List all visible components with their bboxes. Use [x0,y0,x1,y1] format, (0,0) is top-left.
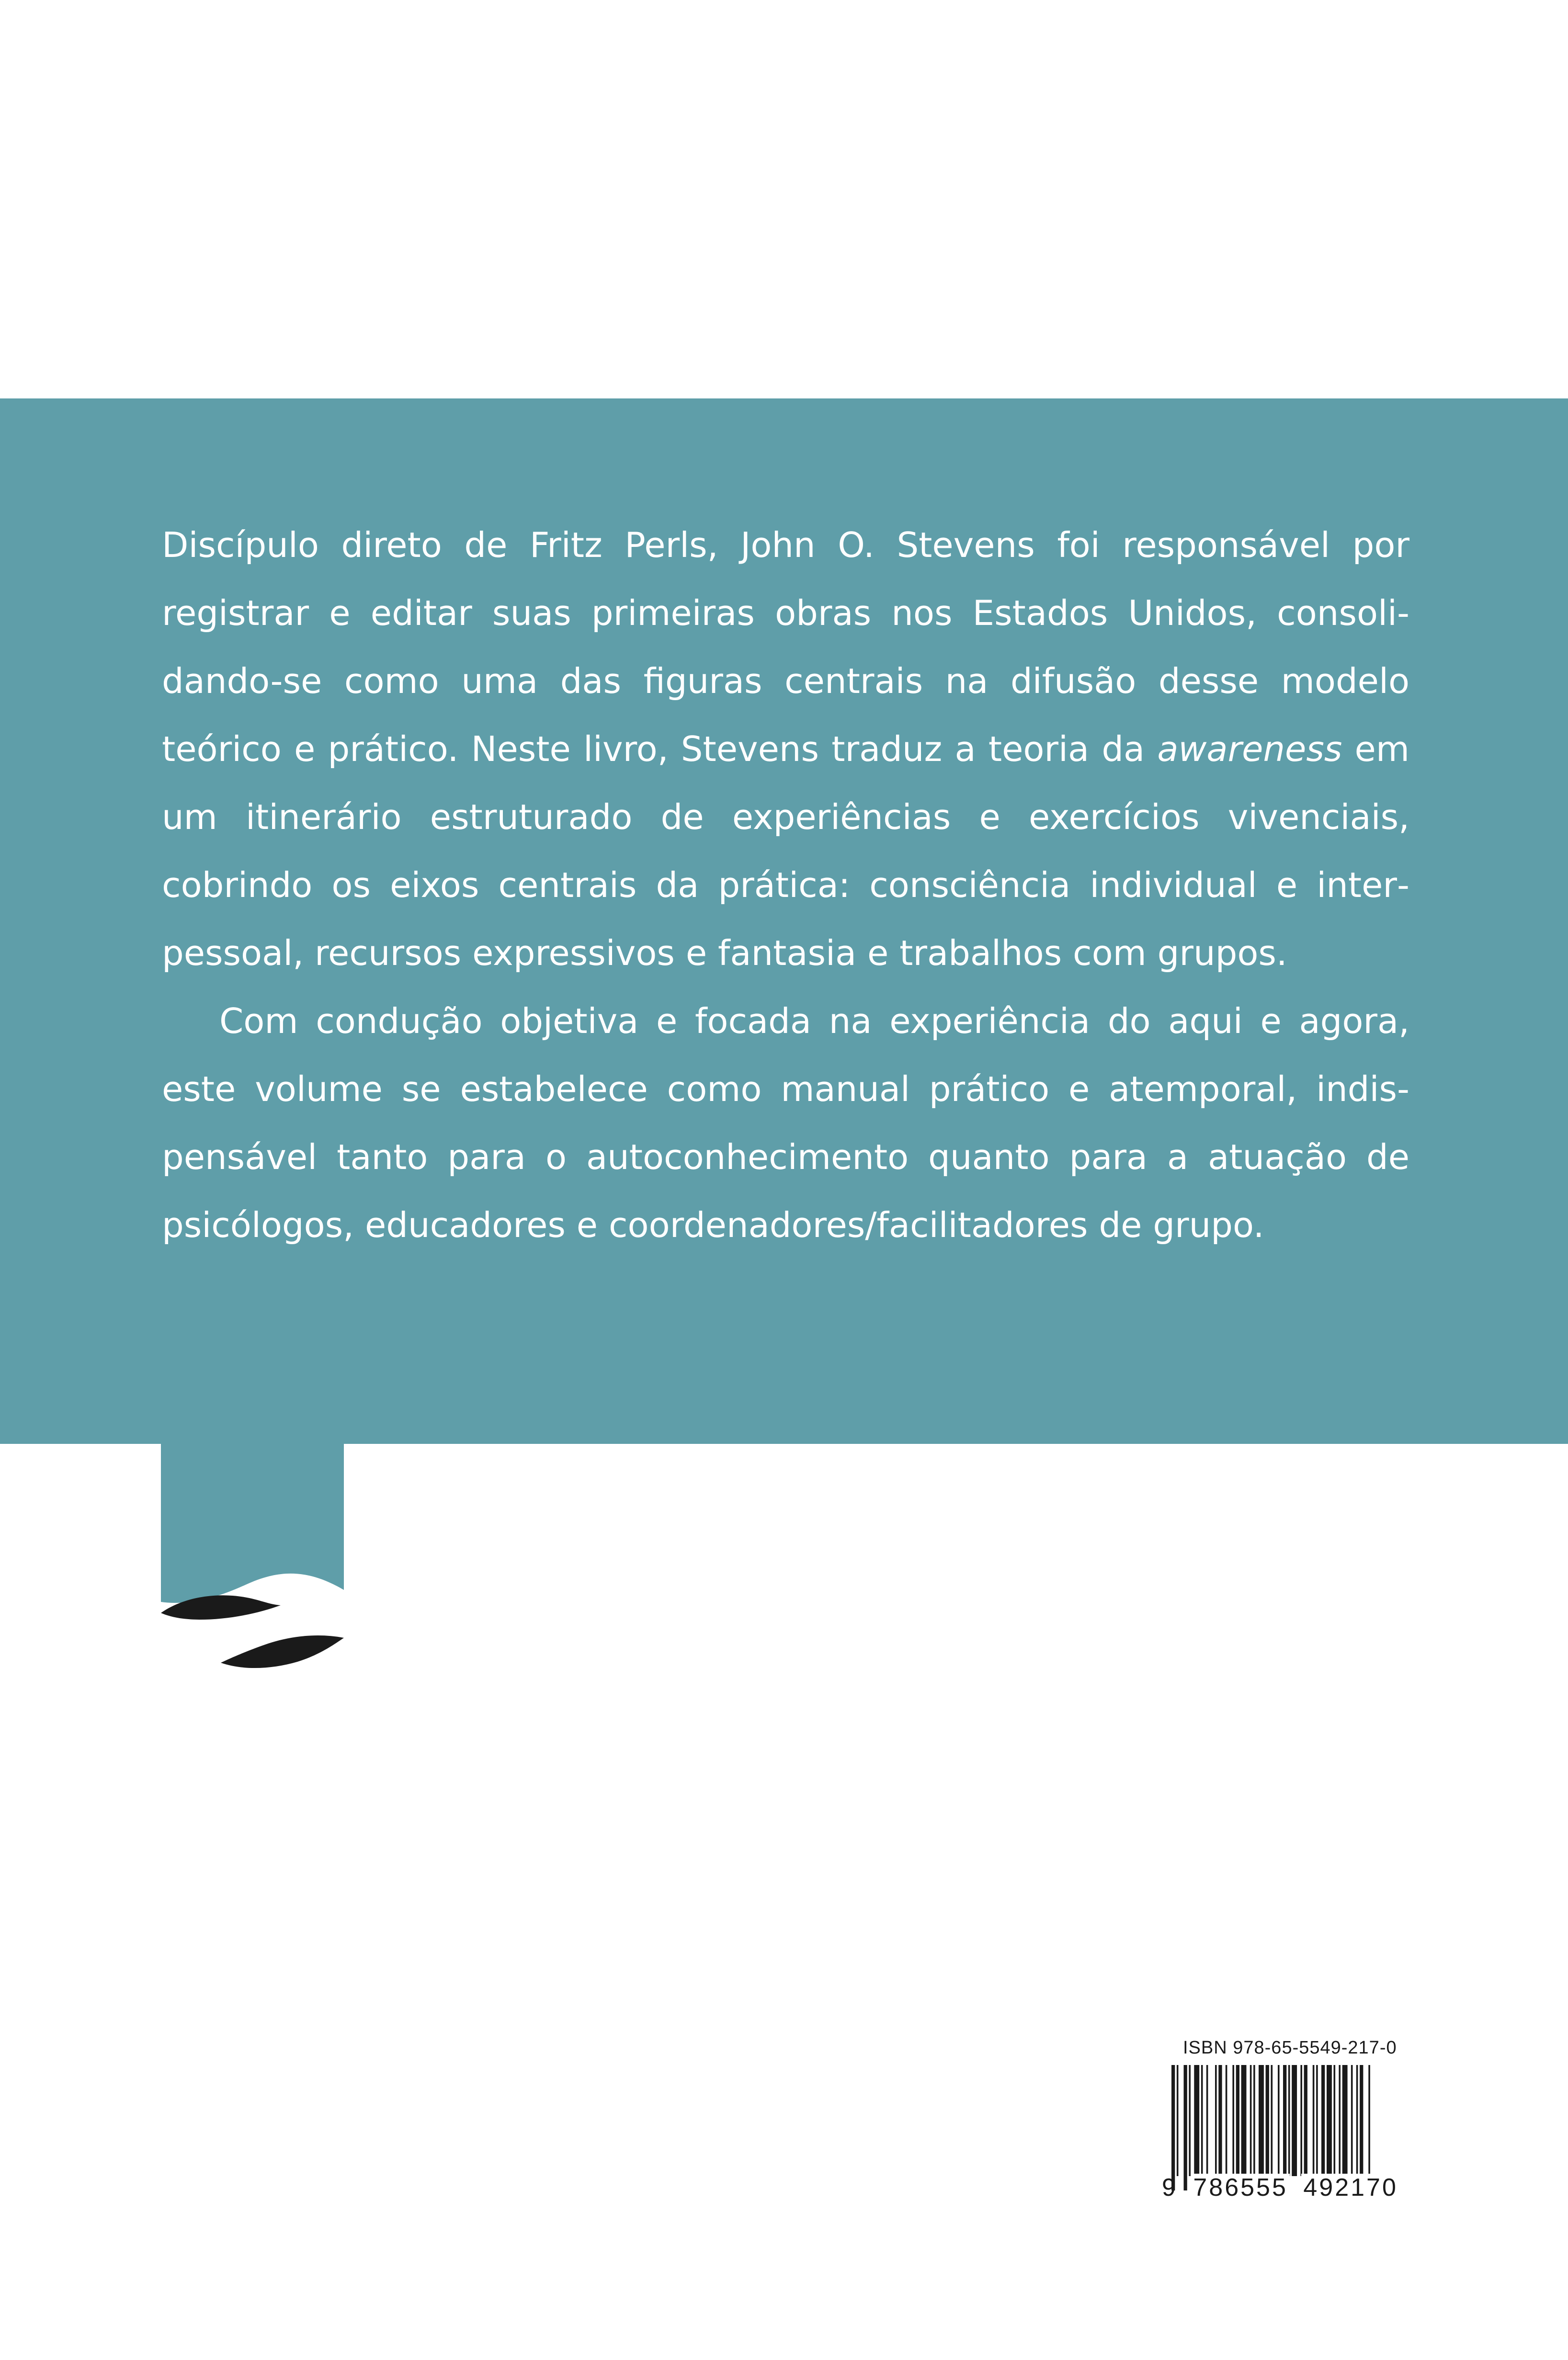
barcode-bar [1226,2065,1227,2176]
barcode-bar [1194,2065,1199,2176]
barcode-bar [1288,2065,1290,2176]
blurb-p1-text-a: Discípulo direto de Fritz Perls, John O. Stevens foi responsável por registrar e editar suas primeiras obras nos Estados Unidos, consolidando-se como uma das figuras centrais na difusão desse modelo teórico e prático. Neste livro, Stevens traduz a teoria da [162,525,1409,769]
barcode-bar [1316,2065,1318,2176]
barcode-digits [1162,2173,1398,2202]
barcode-bar [1304,2065,1307,2176]
barcode-bar [1236,2065,1239,2176]
barcode-bar [1218,2065,1222,2176]
barcode-bar [1253,2065,1255,2176]
barcode-bar [1278,2065,1280,2176]
barcode-digit-group-1: 786555 [1191,2174,1290,2201]
barcode-digit-group-2: 492170 [1301,2174,1400,2201]
barcode-bar [1339,2065,1341,2176]
barcode-first-digit: 9 [1162,2174,1178,2201]
barcode-bar [1177,2065,1179,2176]
blurb-p1-text-b: em um itinerário estruturado de experiências e exercícios vivenciais, cobrindo os eixos centrais da prática: consciência individual e interpessoal, recursos expressivos e fantasia e trabalhos com grupos. [162,729,1409,973]
barcode-bar [1232,2065,1234,2176]
barcode-bar [1215,2065,1217,2176]
blurb-paragraph-2: Com condução objetiva e focada na experiência do aqui e agora, este volume se estabelece como manual prático e atemporal, indispensável tanto para o autoconhecimento quanto para a atuação de psicólogos, educadores e coordenadores/facilitadores de grupo. [162,1001,1409,1245]
barcode-bar [1171,2065,1175,2190]
barcode-bar [1313,2065,1315,2176]
barcode-bar [1300,2065,1302,2176]
barcode-bar [1334,2065,1336,2176]
blurb-paragraph-1 [162,511,1409,987]
blurb-p1-italic-term: awareness [1157,729,1342,769]
isbn-label: ISBN 978-65-5549-217-0 [1183,2038,1397,2058]
barcode-bar [1266,2065,1269,2176]
bookmark-ribbon-wave-icon [161,1441,344,1676]
barcode-bar [1283,2065,1286,2176]
barcode-bar [1321,2065,1325,2176]
barcode-bar [1184,2065,1187,2190]
barcode-bar [1360,2065,1363,2176]
barcode-bar [1259,2065,1264,2176]
barcode-bar [1327,2065,1332,2176]
barcode-bar [1342,2065,1348,2176]
barcode-bar [1250,2065,1252,2176]
barcode-bar [1206,2065,1208,2176]
barcode-bar [1356,2065,1358,2176]
barcode-bar [1368,2065,1370,2190]
barcode-bar [1351,2065,1353,2176]
barcode-bar [1271,2065,1273,2176]
barcode-bar [1201,2065,1203,2176]
barcode-bar [1189,2065,1191,2176]
barcode-bar [1292,2065,1297,2176]
barcode-bar [1241,2065,1247,2176]
back-cover-blurb [162,511,1409,1259]
